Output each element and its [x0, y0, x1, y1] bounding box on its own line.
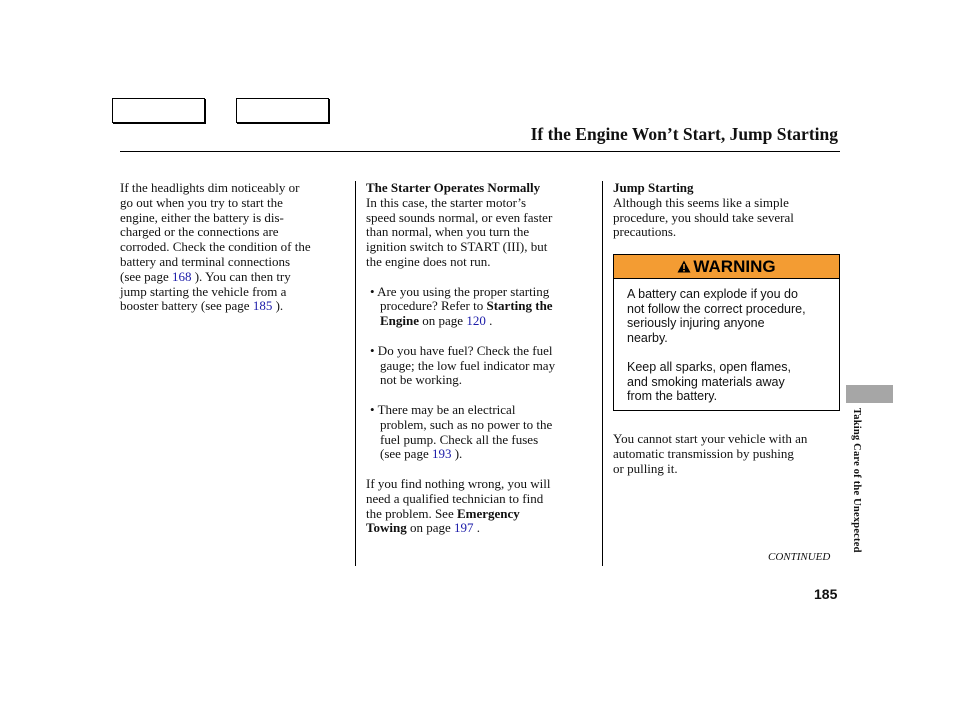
text: (see page — [380, 446, 432, 462]
page-number: 185 — [814, 586, 838, 602]
warning-line: nearby. — [627, 330, 668, 345]
page-title: If the Engine Won’t Start, Jump Starting — [530, 124, 838, 144]
body-line: jump starting the vehicle from a — [120, 283, 287, 299]
bullet-line: • Are you using the proper starting — [370, 283, 550, 299]
ref-starting-engine: Engine — [380, 313, 420, 329]
nav-button-next[interactable] — [236, 98, 329, 123]
warning-line: from the battery. — [627, 389, 718, 404]
body-line: charged or the connections are — [120, 224, 279, 240]
bullet-line: • There may be an electrical — [370, 401, 516, 417]
column-starter-normal — [366, 181, 592, 536]
bullet-line: fuel pump. Check all the fuses — [380, 431, 539, 447]
body-line: speed sounds normal, or even faster — [366, 209, 553, 225]
body-line: If the headlights dim noticeably or — [120, 180, 300, 195]
text: the problem. See — [366, 505, 457, 521]
bullet-line: not be working. — [380, 372, 462, 388]
warning-body — [614, 279, 839, 404]
column-jump-starting — [613, 181, 841, 240]
bullet-line — [366, 447, 592, 462]
body-line: corroded. Check the condition of the — [120, 239, 311, 255]
page-link-197[interactable]: 197 — [454, 520, 474, 536]
body-line: If you find nothing wrong, you will — [366, 475, 551, 491]
column-divider — [355, 181, 356, 566]
warning-header — [614, 255, 839, 279]
section-heading: Jump Starting — [613, 180, 694, 195]
column-battery-check — [120, 181, 350, 314]
body-line: You cannot start your vehicle with an — [613, 431, 808, 446]
page-link-120[interactable]: 120 — [466, 313, 486, 329]
section-tab[interactable] — [846, 385, 893, 403]
bullet-line — [366, 299, 592, 314]
text: ). — [272, 298, 284, 314]
text: on page — [419, 313, 467, 329]
body-line: need a qualified technician to find — [366, 490, 544, 506]
body-line: or pulling it. — [613, 460, 678, 476]
warning-triangle-icon — [677, 260, 691, 273]
ref-emergency-towing: Emergency — [456, 505, 520, 521]
page-link-193[interactable]: 193 — [431, 446, 452, 462]
body-line: the engine does not run. — [366, 253, 491, 269]
bullet-line: • Do you have fuel? Check the fuel — [370, 342, 553, 358]
bullet-line: problem, such as no power to the — [380, 416, 553, 432]
body-line: automatic transmission by pushing — [613, 445, 794, 461]
title-rule — [120, 151, 840, 152]
page-link-185[interactable]: 185 — [252, 298, 273, 314]
column-divider — [602, 181, 603, 566]
nav-button-previous[interactable] — [112, 98, 205, 123]
warning-line: A battery can explode if you do — [627, 287, 798, 301]
ref-starting-engine: Starting the — [486, 298, 553, 314]
body-line: ignition switch to START (III), but — [366, 239, 548, 255]
text: . — [485, 313, 493, 329]
body-line — [120, 299, 350, 314]
text: ). You can then try — [191, 268, 291, 284]
body-line: than normal, when you turn the — [366, 224, 530, 240]
body-line: battery and terminal connections — [120, 253, 291, 269]
body-line — [120, 270, 350, 285]
text: procedure? Refer to — [380, 298, 487, 314]
continued-label: CONTINUED — [768, 551, 831, 563]
body-line — [366, 521, 592, 536]
section-heading: The Starter Operates Normally — [366, 180, 541, 195]
warning-line: seriously injuring anyone — [627, 316, 765, 331]
body-line: engine, either the battery is dis- — [120, 209, 284, 225]
text: booster battery (see page — [120, 298, 253, 314]
warning-line: and smoking materials away — [627, 374, 785, 389]
body-line: Although this seems like a simple — [613, 194, 789, 210]
bullet-line — [366, 314, 592, 329]
text: . — [473, 520, 481, 536]
body-line: go out when you try to start the — [120, 194, 283, 210]
bullet-line: gauge; the low fuel indicator may — [380, 357, 556, 373]
text: (see page — [120, 268, 172, 284]
text: on page — [406, 520, 455, 536]
warning-line: not follow the correct procedure, — [627, 301, 806, 316]
body-line — [366, 507, 592, 522]
ref-emergency-towing: Towing — [366, 520, 407, 536]
warning-box — [613, 254, 840, 411]
warning-line: Keep all sparks, open flames, — [627, 359, 791, 374]
warning-label: WARNING — [693, 256, 776, 276]
body-line: procedure, you should take several — [613, 209, 794, 225]
text: ). — [451, 446, 463, 462]
body-line: In this case, the starter motor’s — [366, 194, 527, 210]
transmission-note — [613, 432, 807, 476]
page-link-168[interactable]: 168 — [171, 268, 192, 284]
body-line: precautions. — [613, 224, 677, 240]
section-tab-label: Taking Care of the Unexpected — [851, 408, 862, 553]
